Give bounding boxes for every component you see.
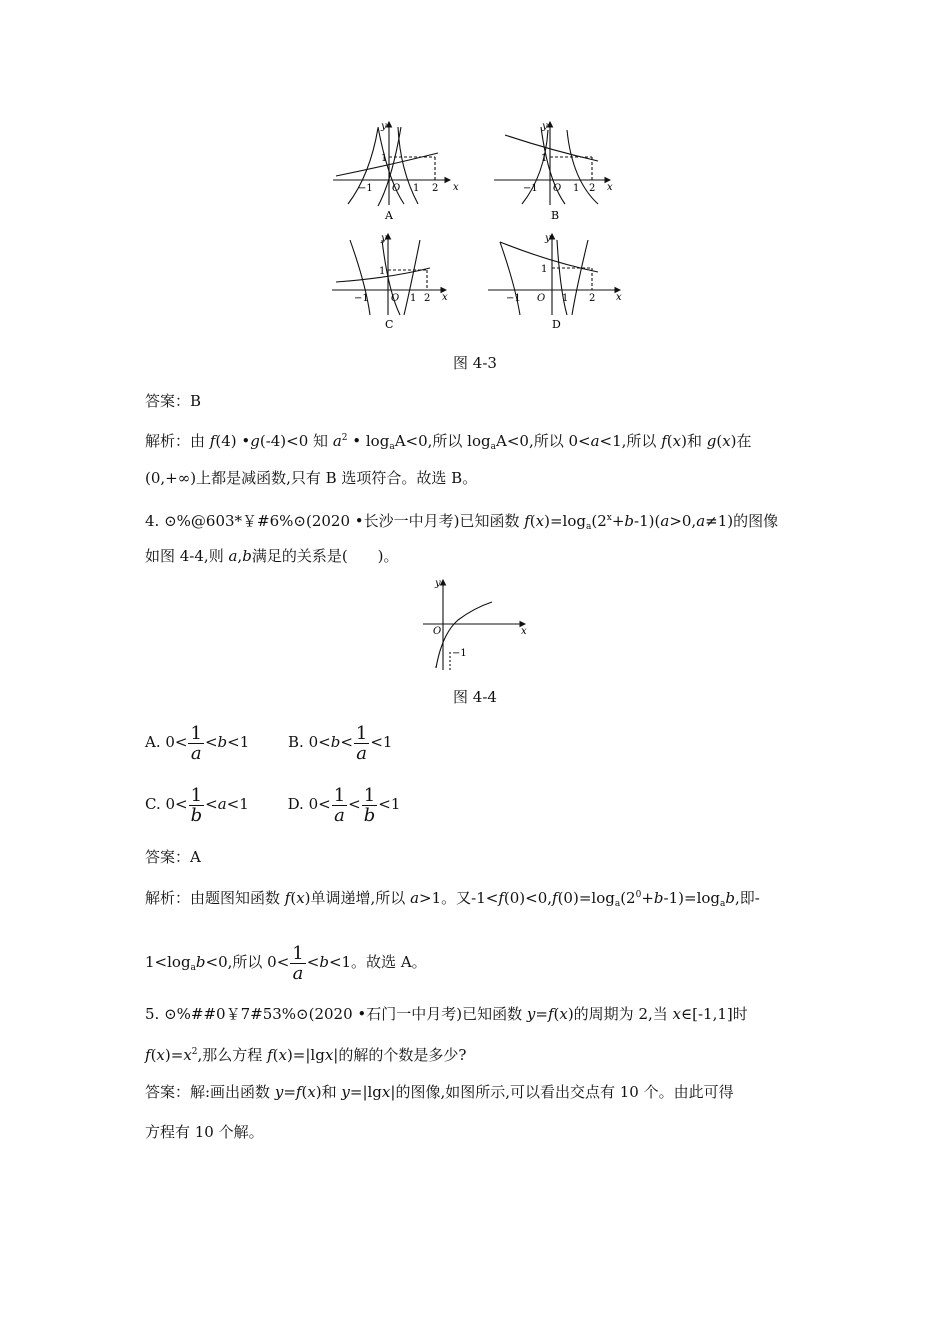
text: (: [290, 889, 297, 907]
panel-b-x-axis: x: [607, 182, 613, 193]
q4-options-row-2: [145, 784, 400, 825]
var: a: [217, 795, 227, 813]
panel-c-y-tick: 1: [379, 266, 386, 277]
text: ,即-: [734, 889, 760, 907]
panel-b-y-axis: y: [542, 121, 548, 132]
text: • log: [347, 432, 390, 450]
q4-analysis-line-2: [145, 942, 427, 988]
var: f: [145, 1046, 151, 1064]
panel-b-label: B: [551, 209, 560, 222]
text: ,那么方程: [197, 1046, 268, 1064]
var: f: [552, 889, 558, 907]
panel-d-y-tick: 1: [541, 264, 548, 275]
fig44-y-axis: y: [435, 578, 441, 589]
panel-c-x-tick-4: 2: [424, 293, 431, 304]
panel-d-x-axis: x: [616, 292, 622, 303]
text: =: [283, 1083, 296, 1101]
text: (0)=log: [557, 889, 615, 907]
var: y: [341, 1083, 350, 1101]
text: <1,所以: [599, 432, 662, 450]
text: <: [205, 795, 218, 813]
var: f: [524, 512, 530, 530]
denominator: b: [363, 804, 376, 826]
panel-a-x-tick-2: O: [392, 183, 401, 194]
q3-answer: [145, 391, 201, 411]
var: x: [381, 1083, 391, 1101]
subscript: a: [585, 522, 592, 532]
answer-prefix: 答案：: [145, 392, 191, 410]
text: >1。又-1<: [419, 889, 499, 907]
var: f: [284, 889, 291, 907]
text: =: [535, 1005, 548, 1023]
option-c: [145, 784, 249, 825]
panel-c-x-tick-1: −1: [354, 293, 369, 304]
var: f: [267, 1046, 273, 1064]
var: b: [330, 733, 341, 751]
text: <1: [227, 733, 250, 751]
q5-answer-line-2: 方程有 10 个解。: [145, 1123, 264, 1141]
q3-analysis-line-1: [145, 428, 752, 457]
text: (2: [620, 889, 636, 907]
text: ,: [237, 547, 243, 565]
superscript: 0: [635, 890, 642, 900]
var: f: [209, 432, 216, 450]
panel-a-x-tick-1: −1: [358, 183, 373, 194]
text: <1。故选 A。: [328, 953, 427, 971]
panel-a-label: A: [385, 209, 393, 222]
panel-c-x-tick-3: 1: [410, 293, 417, 304]
text: <1: [370, 733, 393, 751]
answer-value: B: [190, 392, 202, 410]
text: -1)(: [634, 512, 661, 530]
text: 5. ⊙%##0￥7#53%⊙(2020 •石门一中月考)已知函数: [145, 1005, 527, 1023]
text: |的解的个数是多少?: [333, 1046, 467, 1064]
q3-analysis-line-2: (0,+∞)上都是减函数,只有 B 选项符合。故选 B。: [145, 469, 478, 487]
fraction: [189, 786, 205, 825]
fig44-y-tick: −1: [452, 648, 467, 659]
var: b: [624, 512, 635, 530]
var: g: [250, 432, 260, 450]
panel-a-x-tick-3: 1: [413, 183, 420, 194]
q4-stem-line-1: [145, 508, 778, 537]
figure-4-3-caption: 图 4-3: [453, 354, 497, 372]
text: B. 0<: [288, 733, 331, 751]
answer-prefix: 答案：: [145, 848, 191, 866]
text: <: [306, 953, 320, 971]
text: )在: [730, 432, 752, 450]
text: 解析：由题图知函数: [145, 889, 285, 907]
subscript: a: [190, 963, 196, 973]
text: <: [204, 733, 218, 751]
var: y: [526, 1005, 536, 1023]
var: f: [661, 432, 667, 450]
var: x: [722, 432, 731, 450]
panel-c-x-tick-2: O: [391, 293, 400, 304]
text: >0,: [669, 512, 697, 530]
text: A<0,所以 0<: [496, 432, 591, 450]
panel-b-y-tick: 1: [541, 153, 548, 164]
panel-b-x-tick-1: −1: [523, 183, 538, 194]
option-d: [288, 784, 401, 825]
text: 4. ⊙%@603*￥#6%⊙(2020 •长沙一中月考)已知函数: [145, 512, 525, 530]
text: (2: [591, 512, 607, 530]
denominator: a: [356, 742, 367, 764]
text: )=log: [544, 512, 586, 530]
answer-value: A: [190, 848, 201, 866]
panel-b-x-tick-4: 2: [589, 183, 596, 194]
panel-a-x-tick-4: 2: [432, 183, 439, 194]
q4-analysis-line-1: [145, 885, 760, 914]
denominator: b: [190, 804, 203, 826]
text: 答案：解:画出函数: [145, 1083, 275, 1101]
numerator: 1: [190, 722, 202, 744]
text: <1: [378, 795, 401, 813]
text: D. 0<: [287, 795, 331, 813]
text: )和: [681, 432, 707, 450]
text: )的周期为 2,当: [567, 1005, 673, 1023]
var: b: [653, 889, 664, 907]
panel-d-x-tick-4: 2: [589, 293, 596, 304]
var: x: [156, 1046, 165, 1064]
var: a: [332, 432, 342, 450]
text: (: [716, 432, 723, 450]
text: 1<log: [145, 953, 191, 971]
var: a: [228, 547, 238, 565]
numerator: 1: [189, 786, 205, 806]
panel-c-x-axis: x: [442, 292, 448, 303]
text: <: [340, 733, 353, 751]
var: x: [307, 1083, 316, 1101]
text: |的图像,如图所示,可以看出交点有 10 个。由此可得: [390, 1083, 734, 1101]
subscript: a: [389, 442, 395, 452]
panel-a-x-axis: x: [453, 182, 459, 193]
text: +: [611, 512, 625, 530]
text: =|lg: [349, 1083, 382, 1101]
fraction: [362, 786, 378, 825]
denominator: a: [190, 742, 202, 764]
var: x: [296, 889, 305, 907]
text: +: [641, 889, 654, 907]
q5-stem-line-2: [145, 1042, 466, 1065]
figure-4-3: [0, 0, 950, 340]
panel-c-label: C: [385, 318, 394, 331]
text: 如图 4-4,则: [145, 547, 229, 565]
subscript: a: [720, 899, 726, 909]
text: A<0,所以 log: [394, 432, 491, 450]
panel-d-x-tick-3: 1: [562, 293, 569, 304]
subscript: a: [490, 442, 496, 452]
figure-4-4: [0, 572, 950, 692]
fraction: [354, 724, 369, 763]
var: a: [696, 512, 706, 530]
var: x: [672, 1005, 681, 1023]
text: (: [272, 1046, 279, 1064]
figure-4-4-caption: 图 4-4: [453, 688, 497, 706]
panel-d-label: D: [552, 318, 561, 331]
text: C. 0<: [145, 795, 188, 813]
panel-b-x-tick-3: 1: [573, 183, 580, 194]
var: a: [590, 432, 600, 450]
var: b: [242, 547, 252, 565]
var: a: [660, 512, 670, 530]
text: )=|lg: [286, 1046, 325, 1064]
denominator: a: [334, 804, 345, 826]
q4-answer: [145, 847, 201, 867]
text: (: [150, 1046, 157, 1064]
superscript: 2: [341, 433, 348, 443]
q4-stem-line-2: [145, 546, 399, 566]
fig44-origin: O: [433, 626, 442, 637]
text: )单调递增,所以: [304, 889, 411, 907]
subscript: a: [614, 899, 621, 909]
fig44-x-axis: x: [521, 626, 527, 637]
q4-options-row-1: [145, 722, 392, 763]
text: (: [553, 1005, 560, 1023]
text: (: [529, 512, 536, 530]
text: 由: [190, 432, 210, 450]
fraction: [332, 786, 347, 825]
var: f: [547, 1005, 554, 1023]
denominator: a: [292, 962, 304, 984]
fraction: [188, 724, 203, 763]
text: (0)<0,: [503, 889, 553, 907]
q5-answer-line-1: [145, 1082, 734, 1102]
fraction: [290, 944, 305, 983]
panel-b-x-tick-2: O: [553, 183, 562, 194]
text: (: [666, 432, 673, 450]
var: x: [278, 1046, 287, 1064]
var: x: [183, 1046, 192, 1064]
var: f: [498, 889, 504, 907]
numerator: 1: [355, 722, 368, 744]
panel-a-y-axis: y: [381, 121, 387, 132]
var: x: [672, 432, 682, 450]
var: b: [319, 953, 329, 971]
var: y: [274, 1083, 284, 1101]
var: x: [324, 1046, 334, 1064]
text: <1: [226, 795, 249, 813]
text: 满足的关系是( )。: [251, 547, 399, 565]
panel-d-x-tick-1: −1: [506, 293, 521, 304]
text: (4) •: [215, 432, 251, 450]
superscript: 2: [191, 1047, 198, 1057]
numerator: 1: [292, 942, 304, 964]
text: (-4)<0 知: [259, 432, 333, 450]
var: b: [217, 733, 228, 751]
var: x: [559, 1005, 568, 1023]
text: -1)=log: [663, 889, 720, 907]
numerator: 1: [333, 784, 346, 806]
var: b: [195, 953, 206, 971]
superscript: x: [606, 513, 612, 523]
text: ∈[-1,1]时: [681, 1005, 748, 1023]
numerator: 1: [362, 786, 378, 806]
option-b: [288, 722, 392, 763]
text: )和: [315, 1083, 342, 1101]
var: x: [535, 512, 545, 530]
var: b: [725, 889, 735, 907]
panel-d-y-axis: y: [545, 233, 551, 244]
text: )=: [164, 1046, 184, 1064]
option-a: [145, 722, 249, 763]
text: ≠1)的图像: [705, 512, 779, 530]
analysis-prefix: 解析：: [145, 432, 191, 450]
panel-d-x-tick-2: O: [537, 293, 546, 304]
panel-a-y-tick: 1: [381, 153, 388, 164]
var: g: [706, 432, 717, 450]
q5-stem-line-1: [145, 1004, 748, 1024]
text: (: [301, 1083, 308, 1101]
var: f: [295, 1083, 302, 1101]
text: A. 0<: [145, 733, 188, 751]
panel-c-y-axis: y: [381, 233, 387, 244]
text: <: [348, 795, 361, 813]
text: <0,所以 0<: [205, 953, 290, 971]
var: a: [410, 889, 420, 907]
